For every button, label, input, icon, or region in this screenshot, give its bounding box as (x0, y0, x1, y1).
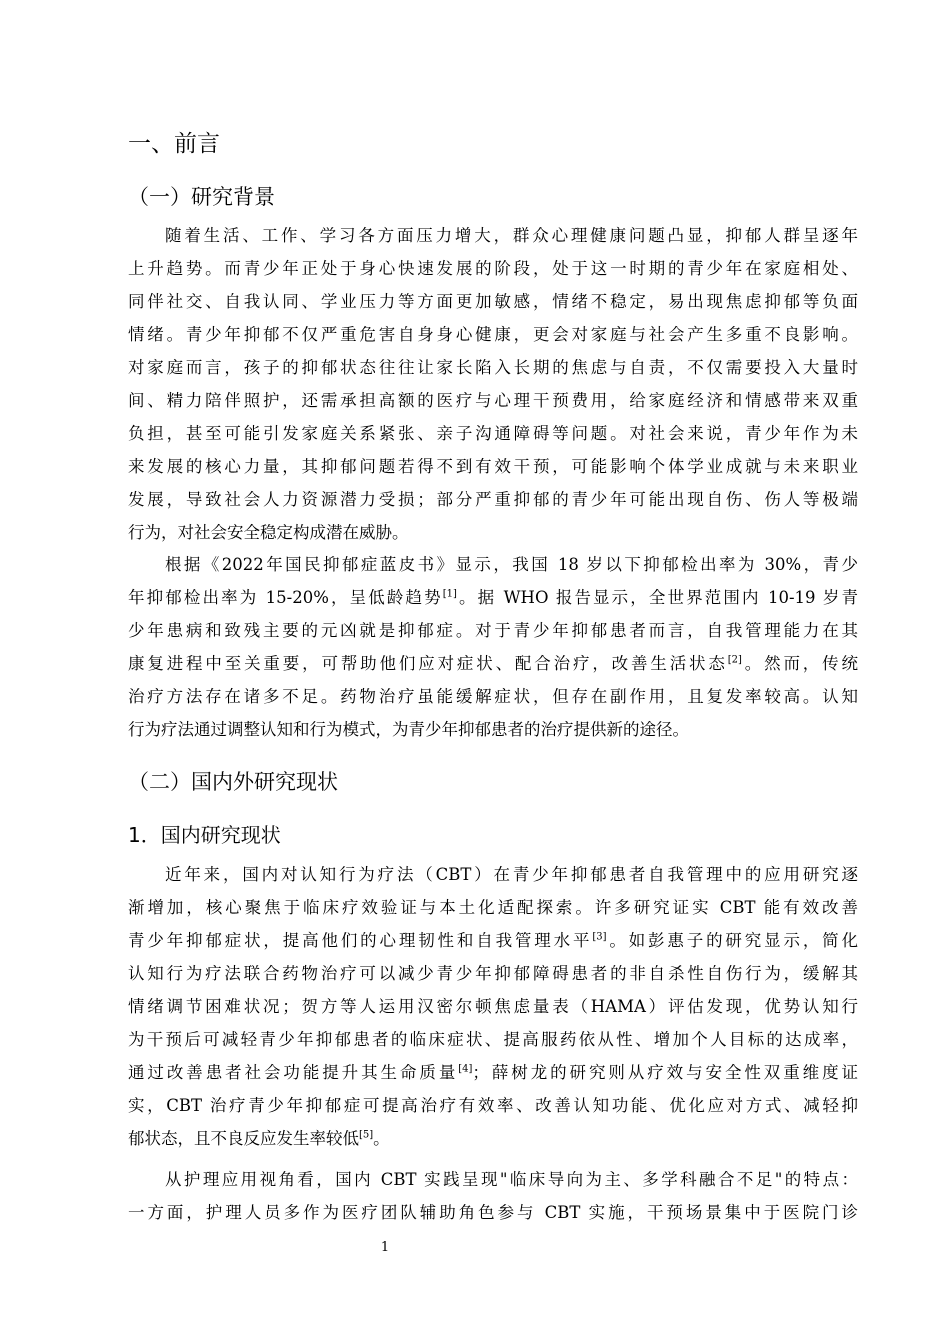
citation-ref: [1] (442, 588, 457, 600)
text-segment: 郁状态，且不良反应发生率较低 (128, 1129, 359, 1148)
text-segment: 年抑郁检出率为 15-20%，呈低龄趋势 (128, 588, 443, 607)
citation-ref: [5] (359, 1129, 374, 1141)
text-segment: 康复进程中至关重要，可帮助他们应对症状、配合治疗，改善生活状态 (128, 654, 728, 673)
paragraph-domestic-research (128, 858, 858, 1155)
paragraph-line: 治疗方法存在诸多不足。药物治疗虽能缓解症状，但存在副作用，且复发率较高。认知 (128, 687, 858, 706)
paragraph-line: 负担，甚至可能引发家庭关系紧张、亲子沟通障碍等问题。对社会来说，青少年作为未 (128, 424, 858, 443)
paragraph-line: 实，CBT 治疗青少年抑郁症可提高治疗有效率、改善认知功能、优化应对方式、减轻抑 (128, 1096, 858, 1115)
subsection-heading-background: （一）研究背景 (128, 185, 275, 209)
text-segment: 。 (373, 1129, 390, 1148)
paragraph-line: 渐增加，核心聚焦于临床疗效验证与本土化适配探索。许多研究证实 CBT 能有效改善 (128, 898, 858, 917)
paragraph-line: 近年来，国内对认知行为疗法（CBT）在青少年抑郁患者自我管理中的应用研究逐 (165, 865, 858, 884)
paragraph-line: 根据《2022年国民抑郁症蓝皮书》显示，我国 18 岁以下抑郁检出率为 30%，青少 (165, 555, 858, 574)
paragraph-line (128, 924, 858, 957)
paragraph-background (128, 219, 858, 549)
citation-ref: [3] (592, 931, 607, 943)
paragraph-line: 从护理应用视角看，国内 CBT 实践呈现"临床导向为主、多学科融合不足"的特点： (165, 1170, 858, 1189)
text-segment: 青少年抑郁症状，提高他们的心理韧性和自我管理水平 (128, 931, 593, 950)
paragraph-line: 来发展的核心力量，其抑郁问题若得不到有效干预，可能影响个体学业成就与未来职业 (128, 457, 858, 476)
paragraph-line (128, 581, 858, 614)
paragraph-line: 行为疗法通过调整认知和行为模式，为青少年抑郁患者的治疗提供新的途径。 (128, 720, 689, 739)
paragraph-line: 发展，导致社会人力资源潜力受损；部分严重抑郁的青少年可能出现自伤、伤人等极端 (128, 490, 858, 509)
paragraph-line: 为干预后可减轻青少年抑郁患者的临床症状、提高服药依从性、增加个人目标的达成率， (128, 1030, 858, 1049)
citation-ref: [2] (727, 654, 742, 666)
paragraph-line (128, 1056, 858, 1089)
paragraph-statistics (128, 548, 858, 746)
paragraph-line: 行为，对社会安全稳定构成潜在威胁。 (128, 523, 409, 542)
paragraph-line: 情绪。青少年抑郁不仅严重危害自身身心健康，更会对家庭与社会产生多重不良影响。 (128, 325, 858, 344)
paragraph-line: 一方面，护理人员多作为医疗团队辅助角色参与 CBT 实施，干预场景集中于医院门诊 (128, 1203, 858, 1222)
paragraph-line: 认知行为疗法联合药物治疗可以减少青少年抑郁障碍患者的非自杀性自伤行为，缓解其 (128, 964, 858, 983)
text-segment: 。然而，传统 (741, 654, 859, 673)
text-segment: 。如彭惠子的研究显示，简化 (606, 931, 859, 950)
paragraph-line (128, 1122, 858, 1155)
paragraph-line (128, 647, 858, 680)
paragraph-nursing-application (128, 1163, 858, 1229)
text-segment: 通过改善患者社会功能提升其生命质量 (128, 1063, 459, 1082)
section-heading-preface: 一、前言 (128, 131, 220, 157)
text-segment: ；薛树龙的研究则从疗效与安全性双重维度证 (472, 1063, 859, 1082)
subsection-heading-research-status: （二）国内外研究现状 (128, 770, 338, 794)
text-segment: 。据 WHO 报告显示，全世界范围内 10-19 岁青 (456, 588, 858, 607)
paragraph-line: 少年患病和致残主要的元凶就是抑郁症。对于青少年抑郁患者而言，自我管理能力在其 (128, 621, 858, 640)
paragraph-line: 对家庭而言，孩子的抑郁状态往往让家长陷入长期的焦虑与自责，不仅需要投入大量时 (128, 358, 858, 377)
paragraph-line: 同伴社交、自我认同、学业压力等方面更加敏感，情绪不稳定，易出现焦虑抑郁等负面 (128, 292, 858, 311)
paragraph-line: 随着生活、工作、学习各方面压力增大，群众心理健康问题凸显，抑郁人群呈逐年 (165, 226, 858, 245)
paragraph-line: 上升趋势。而青少年正处于身心快速发展的阶段，处于这一时期的青少年在家庭相处、 (128, 259, 858, 278)
paragraph-line: 间、精力陪伴照护，还需承担高额的医疗与心理干预费用，给家庭经济和情感带来双重 (128, 391, 858, 410)
page-number: 1 (380, 1240, 390, 1255)
subsubsection-heading-domestic: 1．国内研究现状 (128, 823, 281, 847)
paragraph-line: 情绪调节困难状况；贺方等人运用汉密尔顿焦虑量表（HAMA）评估发现，优势认知行 (128, 997, 858, 1016)
citation-ref: [4] (458, 1063, 473, 1075)
